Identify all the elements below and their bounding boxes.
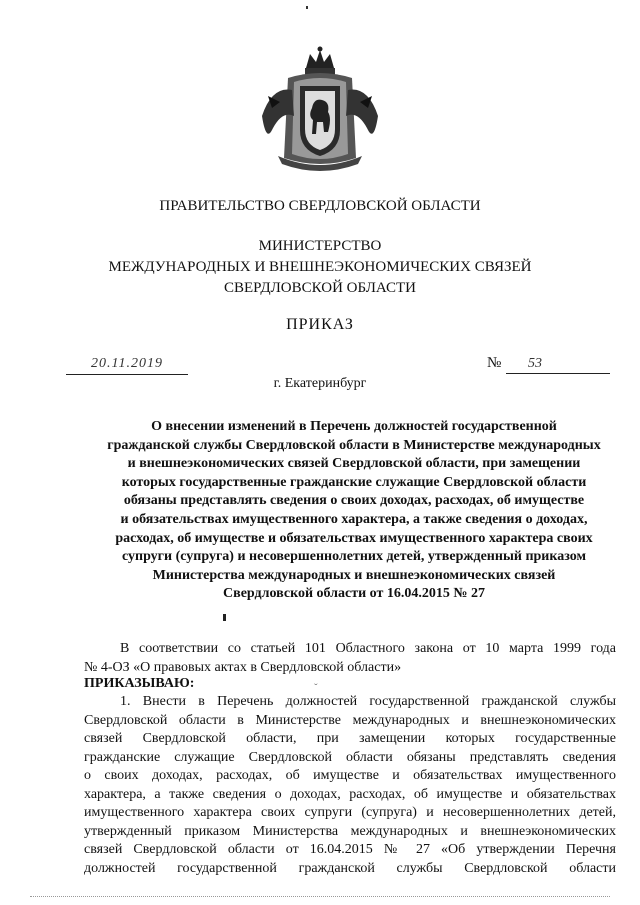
- item-line: Свердловской области в Министерстве международных и внешнеэкономических: [84, 712, 616, 728]
- ministry-name: [0, 236, 640, 299]
- ministry-line: МЕЖДУНАРОДНЫХ И ВНЕШНЕЭКОНОМИЧЕСКИХ СВЯЗЕЙ: [108, 259, 532, 275]
- ministry-line: МИНИСТЕРСТВО: [258, 238, 382, 254]
- ministry-line: СВЕРДЛОВСКОЙ ОБЛАСТИ: [223, 280, 416, 296]
- title-line: супруги (супруга) и несовершеннолетних детей, утвержденный приказом: [121, 549, 587, 565]
- preamble-line: № 4-ОЗ «О правовых актах в Свердловской области»: [84, 659, 402, 675]
- title-line: Свердловской области от 16.04.2015 № 27: [223, 586, 485, 602]
- item-line: связей Свердловской области, при замещении которых государственные: [84, 731, 616, 746]
- item-line: связей Свердловской области от 16.04.2015 № 27 «Об утверждении Перечня: [84, 842, 616, 857]
- coat-of-arms-icon: [258, 46, 382, 176]
- item-line: о своих доходах, расходах, об имуществе и обязательствах имущественного: [84, 768, 616, 783]
- title-line: и внешнеэкономических связей Свердловской области, при замещении: [127, 456, 581, 472]
- order-word: ПРИКАЗЫВАЮ:: [84, 676, 195, 691]
- item-1: [84, 693, 616, 878]
- item-line: имущественного характера своих супруги (супруга) и несовершеннолетних детей,: [84, 805, 616, 820]
- scan-mark: [223, 614, 226, 621]
- preamble-line: В соответствии со статьей 101 Областного закона от 10 марта 1999 года: [120, 641, 616, 656]
- item-line: характера, а также сведения о доходах, расходах, об имуществе и обязательствах: [84, 786, 616, 802]
- order-title: [84, 418, 624, 604]
- city: г. Екатеринбург: [273, 376, 367, 391]
- title-line: которых государственные гражданские служащие Свердловской области: [121, 474, 587, 490]
- scan-speck: ˇ: [314, 682, 318, 694]
- item-line: 1. Внести в Перечень должностей государственной гражданской службы: [120, 694, 616, 709]
- document-type: ПРИКАЗ: [286, 316, 354, 333]
- preamble: [84, 640, 616, 677]
- title-line: и обязательствах имущественного характера, а также сведения о доходах,: [120, 511, 588, 527]
- title-line: О внесении изменений в Перечень должностей государственной: [151, 419, 557, 434]
- page-footer-rule: [30, 896, 610, 900]
- title-line: гражданской службы Свердловской области в Министерстве международных: [107, 437, 601, 453]
- order-number: 53: [506, 356, 610, 374]
- title-line: расходах, об имуществе и обязательствах имущественного характера своих: [115, 530, 593, 546]
- government-name: ПРАВИТЕЛЬСТВО СВЕРДЛОВСКОЙ ОБЛАСТИ: [159, 198, 481, 214]
- order-date: 20.11.2019: [66, 356, 188, 375]
- item-line: утвержденный приказом Министерства международных и внешнеэкономических: [84, 823, 616, 839]
- number-label: №: [487, 355, 502, 371]
- title-line: обязаны представлять сведения о своих доходах, расходах, об имуществе: [123, 493, 585, 509]
- title-line: Министерства международных и внешнеэкономических связей: [152, 567, 556, 583]
- scan-speck: [306, 6, 308, 9]
- item-line: гражданские служащие Свердловской области обязаны представлять сведения: [84, 749, 616, 765]
- item-line: должностей государственной гражданской службы Свердловской области: [84, 860, 616, 876]
